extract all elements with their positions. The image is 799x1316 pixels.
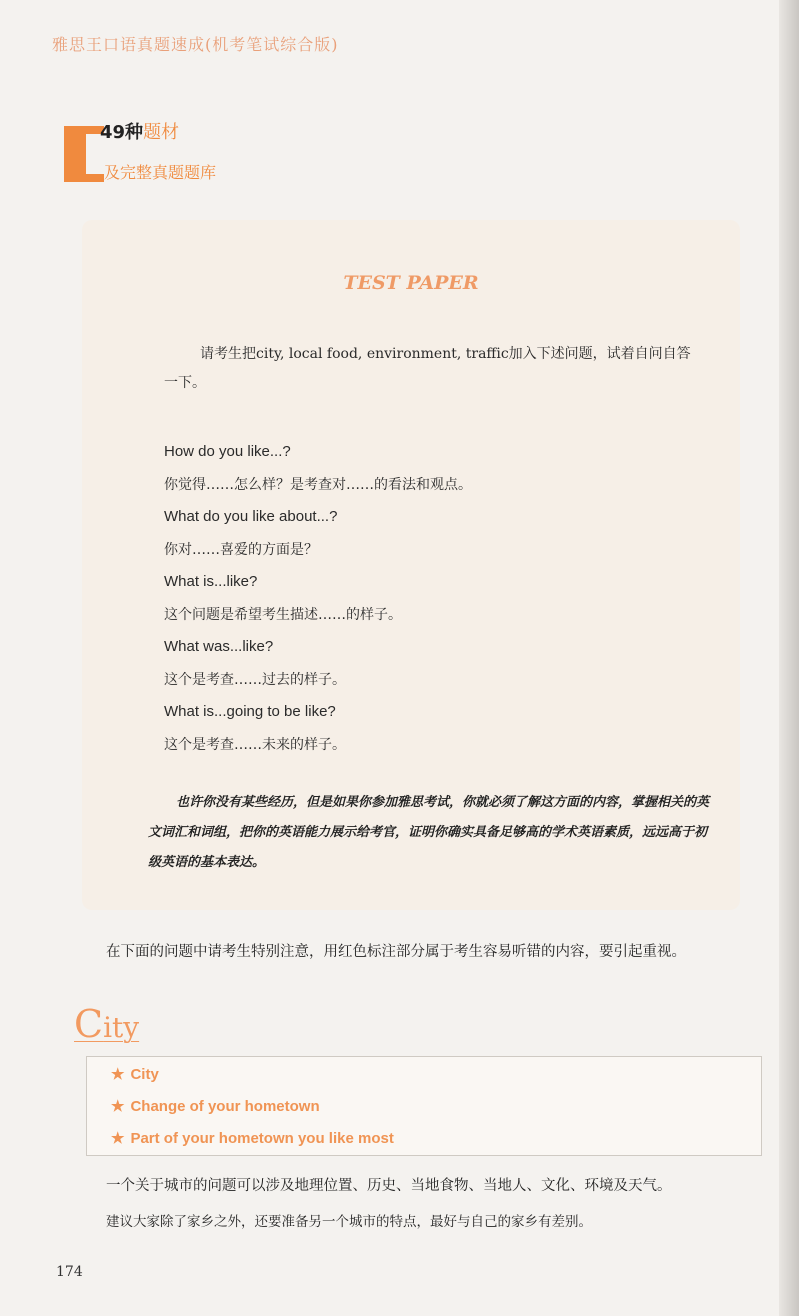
page-edge bbox=[779, 0, 799, 1316]
test-paper-note: 也许你没有某些经历，但是如果你参加雅思考试，你就必须了解这方面的内容，掌握相关的英文词汇和词组，把你的英语能力展示给考官，证明你确实具备足够高的学术英语素质，远远高于初级英语的基本表达。 bbox=[148, 795, 710, 870]
body-paragraph: 一个关于城市的问题可以涉及地理位置、历史、当地食物、当地人、文化、环境及天气。 bbox=[106, 1178, 672, 1194]
question-explanation: 你对……喜爱的方面是？ bbox=[164, 541, 318, 558]
topic-label: Part of your hometown you like most bbox=[130, 1130, 394, 1147]
section-mark-title bbox=[100, 118, 179, 144]
question-line: How do you like...? bbox=[164, 443, 291, 460]
question-explanation: 这个是考查……未来的样子。 bbox=[164, 736, 346, 753]
question-explanation: 这个是考查……过去的样子。 bbox=[164, 671, 346, 688]
bracket-top bbox=[64, 126, 104, 134]
section-mark-accent: 题材 bbox=[143, 122, 180, 143]
question-line: What is...like? bbox=[164, 573, 258, 590]
test-paper-intro: 请考生把city, local food, environment, traffic加入下述问题，试着自问自答一下。 bbox=[164, 346, 691, 391]
question-explanation: 这个问题是希望考生描述……的样子。 bbox=[164, 606, 402, 623]
topic-item bbox=[111, 1097, 320, 1115]
question-explanation: 你觉得……怎么样？是考查对……的看法和观点。 bbox=[164, 476, 472, 493]
topic-label: Change of your hometown bbox=[130, 1098, 320, 1115]
topic-label: City bbox=[130, 1066, 159, 1083]
running-head: 雅思王口语真题速成(机考笔试综合版) bbox=[52, 35, 339, 54]
city-heading bbox=[74, 1002, 139, 1046]
star-icon: ★ bbox=[111, 1098, 125, 1115]
question-list bbox=[164, 436, 704, 761]
section-mark-count: 49种 bbox=[100, 122, 144, 143]
test-paper-box bbox=[82, 220, 740, 910]
star-icon: ★ bbox=[111, 1130, 125, 1147]
instruction-text: 在下面的问题中请考生特别注意，用红色标注部分属于考生容易听错的内容，要引起重视。 bbox=[106, 944, 686, 960]
test-paper-title: TEST PAPER bbox=[343, 272, 479, 294]
city-heading-cap: C bbox=[74, 1002, 104, 1046]
question-line: What was...like? bbox=[164, 638, 274, 655]
topic-box bbox=[86, 1056, 762, 1156]
star-icon: ★ bbox=[111, 1066, 125, 1083]
topic-item bbox=[111, 1065, 159, 1083]
city-heading-rest: ity bbox=[103, 1011, 140, 1044]
bracket-bottom bbox=[64, 174, 104, 182]
question-line: What do you like about...? bbox=[164, 508, 338, 525]
section-mark-subtitle: 及完整真题题库 bbox=[104, 163, 217, 182]
question-line: What is...going to be like? bbox=[164, 703, 336, 720]
section-mark bbox=[64, 118, 254, 188]
page-number: 174 bbox=[56, 1264, 83, 1280]
topic-item bbox=[111, 1129, 394, 1147]
body-paragraph: 建议大家除了家乡之外，还要准备另一个城市的特点，最好与自己的家乡有差别。 bbox=[106, 1214, 592, 1230]
